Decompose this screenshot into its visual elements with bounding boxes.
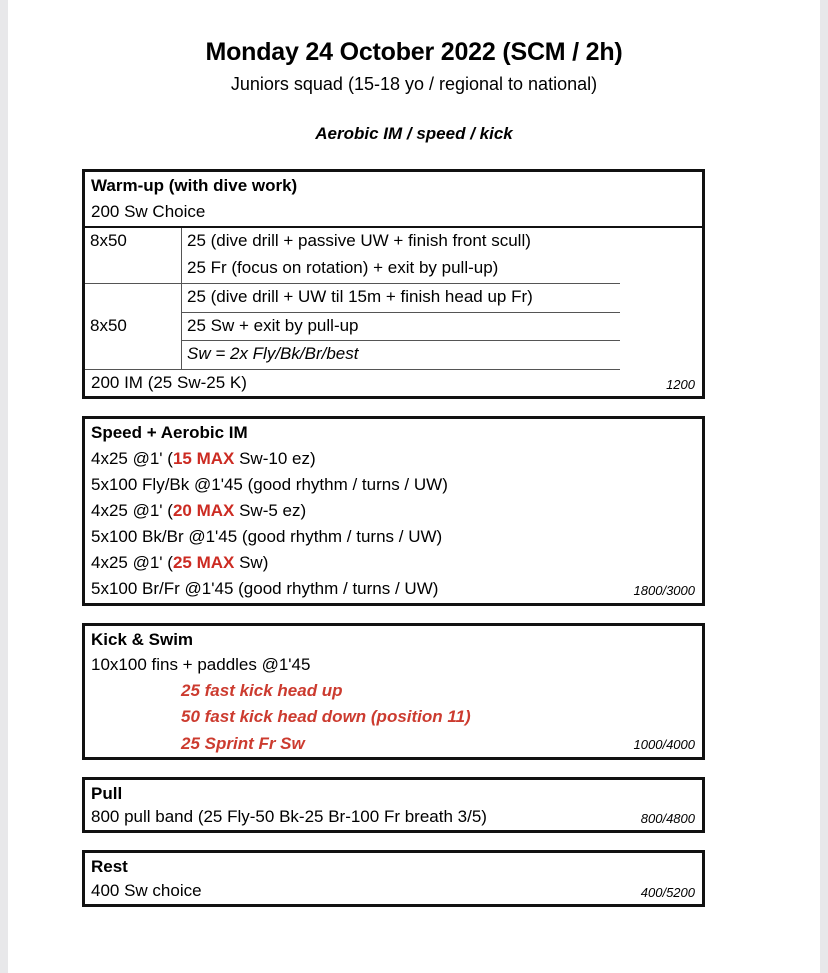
speed-line [85, 472, 702, 498]
table-row [85, 312, 620, 341]
set-step: 25 Sw + exit by pull-up [182, 312, 621, 341]
speed-max-marker: 25 MAX [172, 553, 235, 573]
workout-sections [8, 169, 820, 907]
section-rest [82, 850, 705, 907]
page-subtitle: Juniors squad (15-18 yo / regional to national) [230, 74, 598, 94]
section-total-rest: 400/5200 [640, 884, 695, 900]
section-total-pull: 800/4800 [640, 811, 695, 827]
table-row [85, 228, 620, 256]
speed-line [85, 446, 702, 472]
warmup-sets-table [85, 228, 620, 370]
section-title-rest: Rest [91, 857, 128, 877]
rest-row [85, 878, 702, 904]
set-label-spacer [85, 255, 182, 283]
document-page [8, 0, 820, 973]
warmup-closing-row [85, 370, 702, 396]
set-label: 8x50 [85, 228, 182, 256]
speed-line-pre: 4x25 @1' ( [91, 553, 173, 573]
set-step: 25 (dive drill + passive UW + finish front scull) [187, 230, 531, 250]
speed-line-post: Sw) [234, 553, 269, 573]
table-row [85, 255, 620, 283]
section-title-warmup: Warm-up (with dive work) [91, 176, 298, 195]
speed-line-pre: 5x100 Br/Fr @1'45 (good rhythm / turns / UW) [91, 579, 439, 599]
section-total-warmup: 1200 [666, 376, 695, 392]
set-label-spacer [85, 341, 182, 370]
table-row [85, 341, 620, 370]
speed-line-pre: 5x100 Bk/Br @1'45 (good rhythm / turns / UW) [91, 527, 443, 547]
kick-detail-line: 50 fast kick head down (position 11) [181, 707, 471, 727]
section-total-speed: 1800/3000 [633, 583, 695, 599]
warmup-closing-line: 200 IM (25 Sw-25 K) [91, 372, 247, 392]
table-row [85, 283, 620, 312]
speed-line [85, 576, 702, 602]
section-warmup [82, 169, 705, 399]
set-label: 8x50 [85, 312, 182, 341]
speed-line [85, 498, 702, 524]
speed-line-pre: 4x25 @1' ( [91, 448, 173, 468]
speed-line-post: Sw-5 ez) [234, 500, 307, 520]
section-title-kick: Kick & Swim [91, 629, 194, 649]
warmup-opening-line: 200 Sw Choice [91, 201, 206, 221]
page-title: Monday 24 October 2022 (SCM / 2h) [205, 38, 623, 66]
pull-row [85, 804, 702, 830]
section-title-speed: Speed + Aerobic IM [91, 423, 248, 443]
section-speed [82, 416, 705, 605]
speed-line-pre: 4x25 @1' ( [91, 500, 173, 520]
kick-detail-row [85, 731, 702, 757]
speed-line [85, 524, 702, 550]
speed-max-marker: 20 MAX [172, 500, 235, 520]
speed-line-pre: 5x100 Fly/Bk @1'45 (good rhythm / turns / UW) [91, 474, 448, 494]
set-step: 25 (dive drill + UW til 15m + finish head up Fr) [182, 283, 621, 312]
session-theme: Aerobic IM / speed / kick [315, 124, 513, 143]
speed-line-post: Sw-10 ez) [234, 448, 316, 468]
section-kick [82, 623, 705, 760]
section-pull [82, 777, 705, 834]
set-label-spacer [85, 283, 182, 312]
kick-detail-line: 25 Sprint Fr Sw [181, 733, 305, 753]
rest-line: 400 Sw choice [91, 880, 202, 900]
pull-line: 800 pull band (25 Fly-50 Bk-25 Br-100 Fr breath 3/5) [91, 807, 487, 827]
speed-max-marker: 15 MAX [172, 448, 235, 468]
kick-detail-line: 25 fast kick head up [181, 681, 343, 701]
section-title-pull: Pull [91, 783, 123, 803]
section-total-kick: 1000/4000 [633, 737, 695, 753]
set-step: 25 Fr (focus on rotation) + exit by pull-up) [182, 255, 621, 283]
kick-main-line: 10x100 fins + paddles @1'45 [91, 655, 311, 675]
set-note: Sw = 2x Fly/Bk/Br/best [182, 341, 621, 370]
speed-line [85, 550, 702, 576]
